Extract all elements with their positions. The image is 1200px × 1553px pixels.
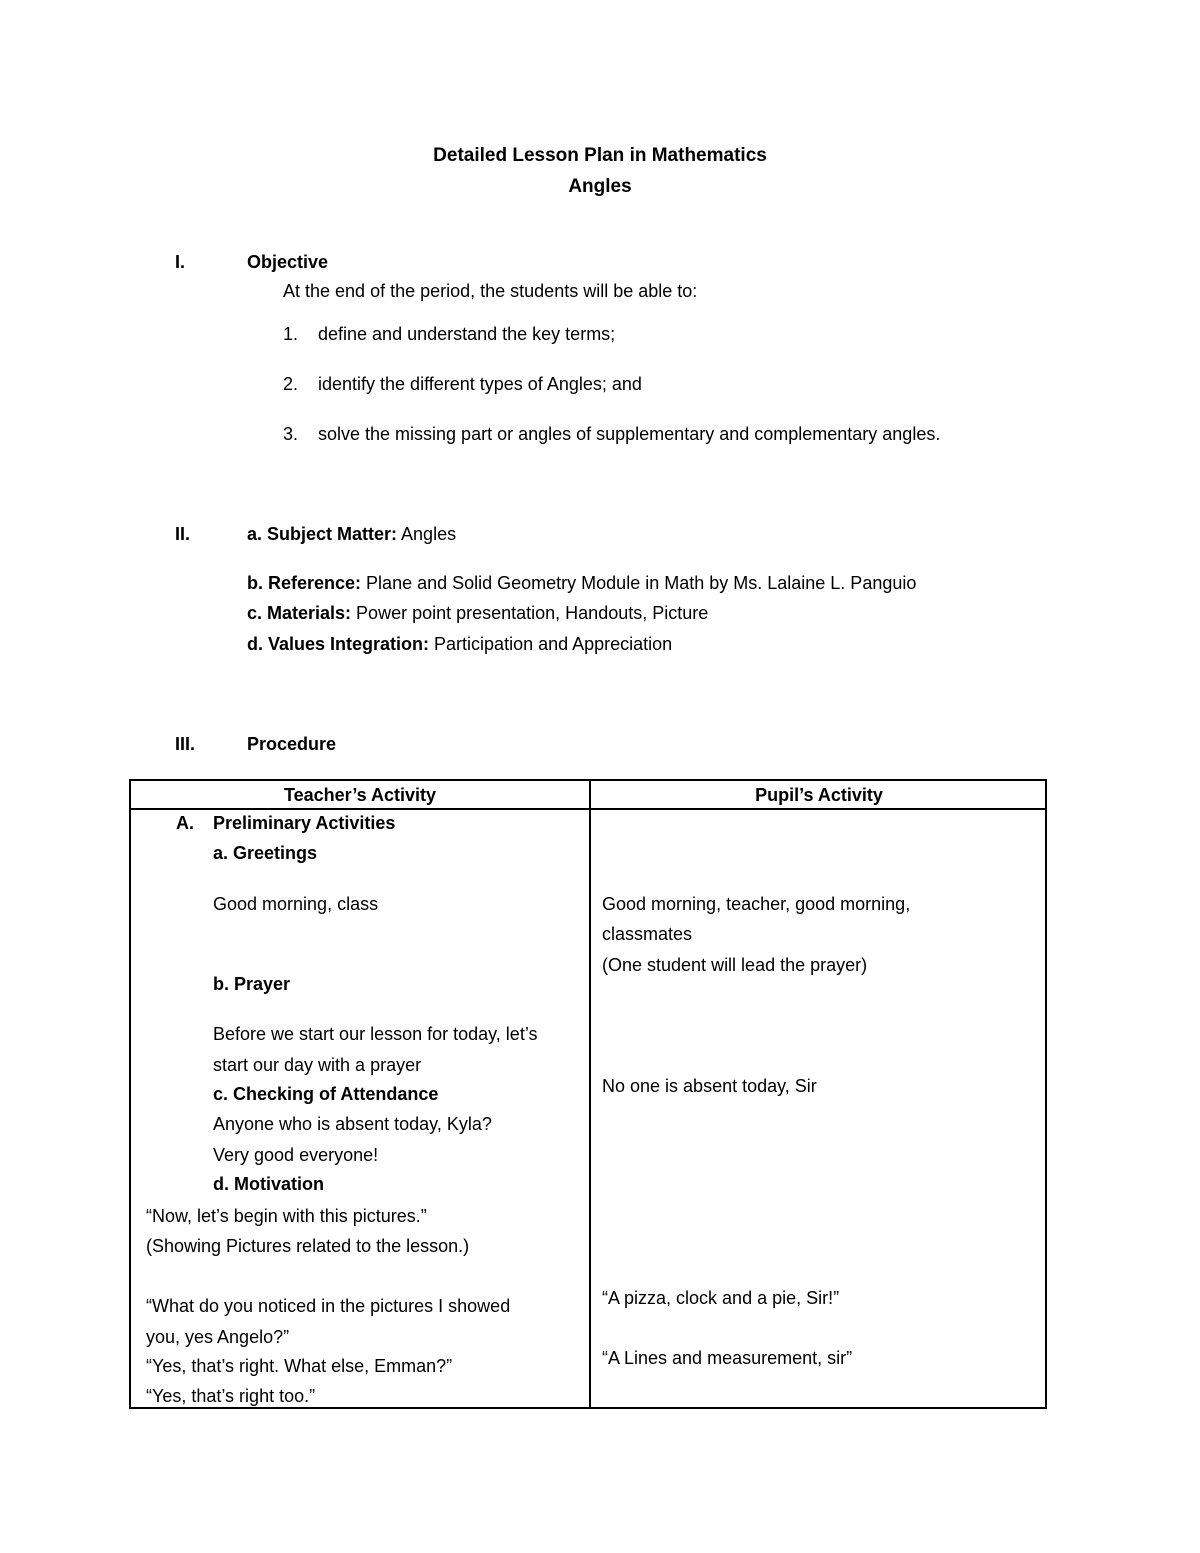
pupil-greeting-line: classmates [602, 924, 693, 944]
objective-intro: At the end of the period, the students will be able to: [283, 281, 698, 301]
section-numeral-subject: II. [175, 524, 191, 544]
section-numeral-objective: I. [175, 252, 186, 272]
objective-item-number: 1. [283, 324, 299, 344]
teacher-question-line: “Yes, that’s right too.” [146, 1386, 316, 1406]
teacher-section-letter: A. [176, 813, 194, 833]
pupil-answer: “A Lines and measurement, sir” [602, 1348, 853, 1368]
values-label: d. Values Integration: [247, 634, 430, 654]
objective-item-number: 3. [283, 424, 299, 444]
objective-item-text: define and understand the key terms; [318, 324, 616, 344]
teacher-prayer-line: start our day with a prayer [213, 1055, 422, 1075]
subject-label: a. Subject Matter: [247, 524, 398, 544]
teacher-attendance-heading: c. Checking of Attendance [213, 1084, 439, 1104]
reference-label: b. Reference: [247, 573, 362, 593]
materials-label: c. Materials: [247, 603, 352, 623]
reference-value: Plane and Solid Geometry Module in Math by Ms. Lalaine L. Panguio [361, 573, 917, 593]
teacher-prayer-heading: b. Prayer [213, 974, 291, 994]
pupil-answer: “A pizza, clock and a pie, Sir!” [602, 1288, 840, 1308]
materials-line [247, 603, 708, 624]
teacher-question-line: “What do you noticed in the pictures I showed [146, 1296, 511, 1316]
section-heading-procedure: Procedure [247, 734, 337, 754]
teacher-prayer-line: Before we start our lesson for today, let’s [213, 1024, 538, 1044]
teacher-motivation-line: “Now, let’s begin with this pictures.” [146, 1206, 427, 1226]
teacher-attendance-line: Anyone who is absent today, Kyla? [213, 1114, 492, 1134]
table-header-pupil: Pupil’s Activity [755, 785, 883, 805]
reference-line [247, 573, 916, 594]
section-numeral-procedure: III. [175, 734, 196, 754]
teacher-section-title: Preliminary Activities [213, 813, 396, 833]
pupil-greeting-line: Good morning, teacher, good morning, [602, 894, 911, 914]
teacher-question-line: “Yes, that’s right. What else, Emman?” [146, 1356, 453, 1376]
teacher-greetings-heading: a. Greetings [213, 843, 318, 863]
table-column-divider [589, 781, 591, 1407]
materials-value: Power point presentation, Handouts, Picture [351, 603, 709, 623]
values-line [247, 634, 672, 655]
objective-item-text: identify the different types of Angles; and [318, 374, 642, 394]
section-heading-objective: Objective [247, 252, 329, 272]
subject-matter-line [247, 524, 456, 545]
table-header-divider [131, 808, 1045, 810]
teacher-greeting-line: Good morning, class [213, 894, 379, 914]
teacher-praise-line: Very good everyone! [213, 1145, 379, 1165]
teacher-question-line: you, yes Angelo?” [146, 1327, 290, 1347]
teacher-motivation-line: (Showing Pictures related to the lesson.) [146, 1236, 470, 1256]
page-subtitle: Angles [568, 176, 632, 197]
subject-value: Angles [397, 524, 457, 544]
table-header-teacher: Teacher’s Activity [283, 785, 437, 805]
page-title: Detailed Lesson Plan in Mathematics [433, 145, 767, 166]
objective-item-text: solve the missing part or angles of supplementary and complementary angles. [318, 424, 941, 444]
pupil-prayer-note: (One student will lead the prayer) [602, 955, 868, 975]
values-value: Participation and Appreciation [429, 634, 673, 654]
teacher-motivation-heading: d. Motivation [213, 1174, 324, 1194]
procedure-table [129, 779, 1047, 1409]
objective-item-number: 2. [283, 374, 299, 394]
pupil-attendance-answer: No one is absent today, Sir [602, 1076, 817, 1096]
